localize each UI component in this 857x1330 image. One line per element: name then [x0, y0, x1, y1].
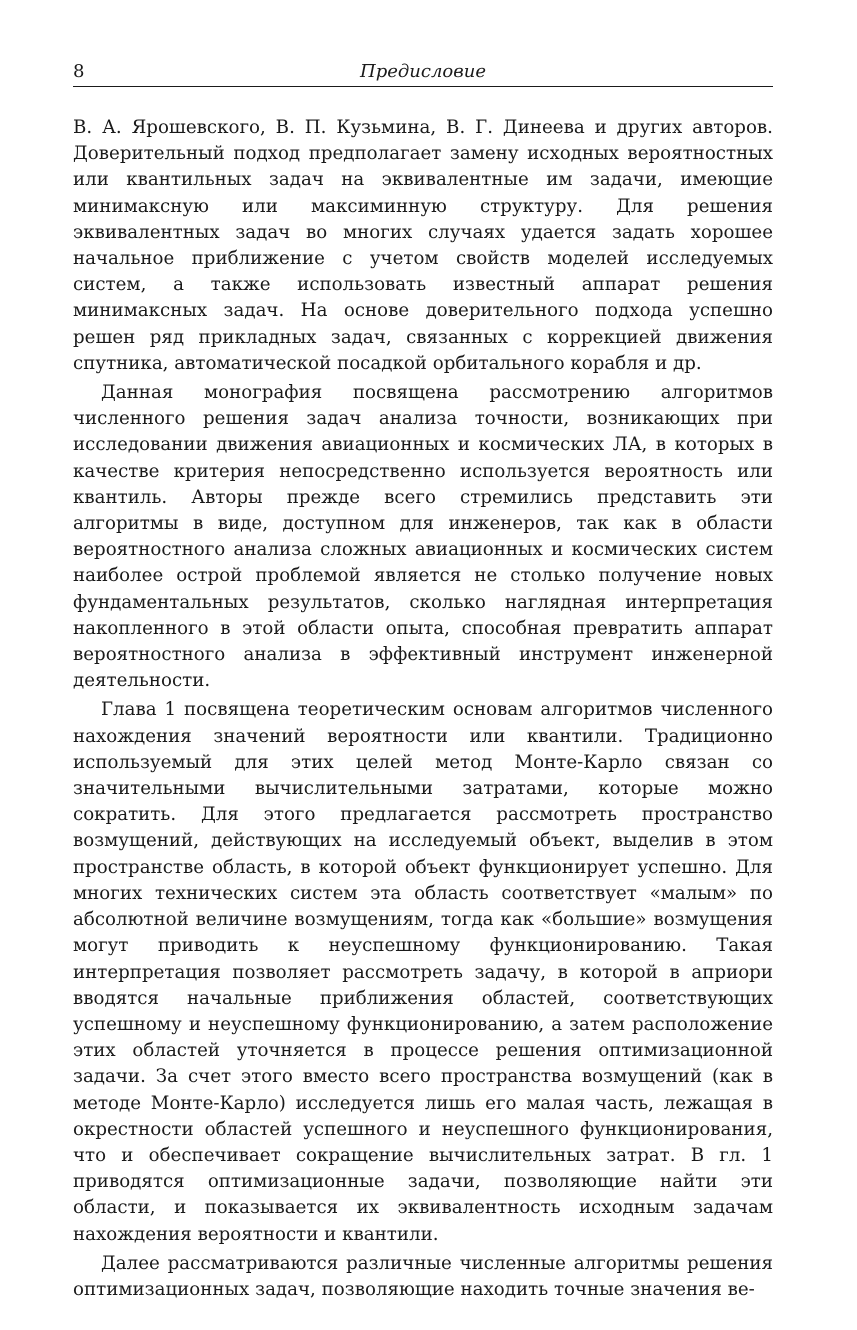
page-number: 8: [73, 61, 85, 82]
running-title: Предисловие: [360, 61, 486, 82]
paragraph-3: Глава 1 посвящена теоретическим основам алгоритмов численного нахождения значений вероятности или квантили. Традиционно используемый для этих целей метод Монте-Карло связан со значительными вычислительными затратами, которые можно сократить. Для этого предлагается рассмотреть пространство возмущений, действующих на исследуемый объект, выделив в этом пространстве область, в которой объект функционирует успешно. Для многих технических систем эта область соответствует «малым» по абсолютной величине возмущениям, тогда как «большие» возмущения могут приводить к неуспешному функционированию. Такая интерпретация позволяет рассмотреть задачу, в которой в априори вводятся начальные приближения областей, соответствующих успешному и неуспешному функционированию, а затем расположение этих областей уточняется в процессе решения оптимизационной задачи. За счет этого вместо всего пространства возмущений (как в методе Монте-Карло) исследуется лишь его малая часть, лежащая в окрестности областей успешного и неуспешного функционирования, что и обеспечивает сокращение вычислительных затрат. В гл. 1 приводятся оптимизационные задачи, позволяющие найти эти области, и показывается их эквивалентность исходным задачам нахождения вероятности и квантили.: [73, 699, 773, 1245]
body-text: [73, 115, 773, 1303]
book-page: [73, 56, 773, 1306]
paragraph-4: Далее рассматриваются различные численные алгоритмы решения оптимизационных задач, позволяющие находить точные значения ве-: [73, 1252, 773, 1300]
paragraph-1: В. А. Ярошевского, В. П. Кузьмина, В. Г. Динеева и других авторов. Доверительный подход предполагает замену исходных вероятностных или квантильных задач на эквивалентные им задачи, имеющие минимаксную или максиминную структуру. Для решения эквивалентных задач во многих случаях удается задать хорошее начальное приближение с учетом свойств моделей исследуемых систем, а также использовать известный аппарат решения минимаксных задач. На основе доверительного подхода успешно решен ряд прикладных задач, связанных с коррекцией движения спутника, автоматической посадкой орбитального корабля и др.: [73, 117, 773, 374]
paragraph-2: Данная монография посвящена рассмотрению алгоритмов численного решения задач анализа точности, возникающих при исследовании движения авиационных и космических ЛА, в которых в качестве критерия непосредственно используется вероятность или квантиль. Авторы прежде всего стремились представить эти алгоритмы в виде, доступном для инженеров, так как в области вероятностного анализа сложных авиационных и космических систем наиболее острой проблемой является не столько получение новых фундаментальных результатов, сколько наглядная интерпретация накопленного в этой области опыта, способная превратить аппарат вероятностного анализа в эффективный инструмент инженерной деятельности.: [73, 382, 773, 692]
running-header: [73, 56, 773, 87]
